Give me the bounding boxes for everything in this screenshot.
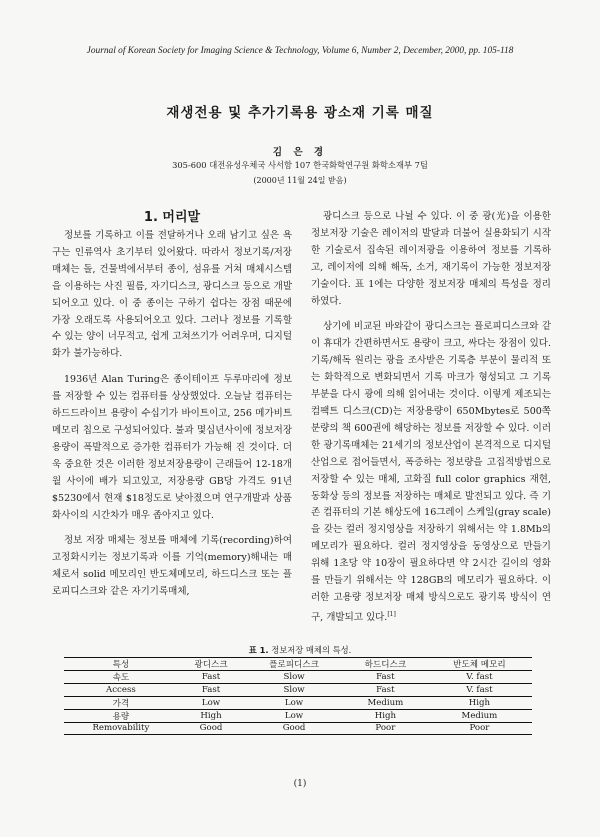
- table-cell: Low: [284, 697, 304, 708]
- table-header-cell: 광디스크: [194, 660, 228, 670]
- paragraph: 광디스크 등으로 나뉠 수 있다. 이 중 광(光)을 이용한 정보저장 기술은 레이저의 발달과 더불어 실용화되기 시작한 기술로서 집속된 레이저광을 이용하여 정보를 기록하고, 레이저에 의해 해독, 소거, 재기록이 가능한 정보저장 기술이다. 표 1에는 다양한 정보저장 매체의 특성을 정리하였다.: [311, 211, 551, 307]
- author-affiliation: 305-600 대전유성우체국 사서함 107 한국화학연구원 화학소재부 7팀: [172, 160, 428, 170]
- table-cell: Fast: [201, 672, 221, 682]
- paragraph: [311, 319, 551, 626]
- table-row: [64, 684, 532, 697]
- table-cell: Access: [106, 684, 136, 695]
- table-cell: Low: [284, 710, 304, 721]
- table-cell: 용량: [112, 711, 130, 722]
- paragraph: 1936년 Alan Turing은 종이테이프 두루마리에 정보를 저장할 수 있는 컴퓨터를 상상했었다. 오늘날 컴퓨터는 하드드라이브 용량이 수십기가 바이트이고, 256 메가비트 메모리 칩으로 구성되어있다. 불과 몇십년사이에 정보저장용량이 폭발적으로 증가한 컴퓨터가 가능해 진 것이다. 더욱 중요한 것은 이러한 정보저장용량이 근래들어 12-18개월 사이에 배가 되고있고, 저장용량 GB당 가격도 91년 $5230에서 현재 $18정도로 낮아졌으며 연구개발과 상품화사이의 시간차가 매우 좁아지고 있다.: [52, 374, 292, 521]
- table-row: [64, 671, 532, 684]
- table-cell: V. fast: [466, 672, 493, 682]
- table-row: [64, 709, 532, 722]
- table-caption-text: 정보저장 매체의 특성.: [271, 645, 352, 655]
- table-cell: 속도: [112, 673, 130, 683]
- table-header-cell: 반도체 메모리: [453, 660, 506, 670]
- table-cell: High: [374, 710, 396, 721]
- table-cell: High: [468, 697, 491, 708]
- paragraph: 정보 저장 매체는 정보를 매체에 기록(recording)하여 고정화시키는 정보기록과 이를 기억(memory)해내는 매체로서 solid 메모리인 반도체메모리, 하드디스크 또는 플로피디스크와 같은 자기기록매체,: [52, 535, 292, 598]
- table-cell: Good: [282, 723, 306, 734]
- table-header-row: [64, 658, 532, 671]
- table-cell: High: [200, 710, 222, 721]
- table-caption-label: 표 1.: [248, 645, 269, 655]
- page-number: (1): [293, 779, 307, 789]
- table-cell: Poor: [375, 723, 396, 734]
- table-cell: Poor: [469, 723, 490, 734]
- journal-header: Journal of Korean Society for Imaging Science & Technology, Volume 6, Number 2, December, 2000, pp. 105-118: [86, 46, 514, 56]
- paragraph: 정보를 기록하고 이를 전달하거나 오래 남기고 싶은 욕구는 인류역사 초기부터 있어왔다. 따라서 정보기록/저장 매체는 돌, 건물벽에서부터 종이, 섬유를 거쳐 매체시스템을 이용하는 사진 필름, 자기디스크, 광디스크 등으로 개발되어오고 있다. 이 중 종이는 구하기 쉽다는 장점 때문에 가장 오래도록 사용되어오고 있다. 그러나 정보를 기록할 수 있는 양이 너무적고, 쉽게 고쳐쓰기가 어려우며, 디지털화가 불가능하다.: [52, 230, 292, 360]
- table-row: [64, 696, 532, 709]
- table-header-cell: 플로피디스크: [269, 660, 319, 670]
- received-date: (2000년 11월 24일 받음): [253, 176, 347, 185]
- table-cell: Medium: [367, 697, 404, 708]
- section-heading: 1. 머리말: [143, 210, 201, 225]
- table-header-cell: 하드디스크: [364, 660, 407, 670]
- paragraph-text: 상기에 비교된 바와같이 광디스크는 플로피디스크와 같이 휴대가 간편하면서도 용량이 크고, 싸다는 장점이 있다. 기록/해독 원리는 광을 조사받은 기록층 부분이 물리적 또는 화학적으로 변화되면서 기록 마크가 형성되고 그 기록부분을 다시 광에 의해 읽어내는 것이다. 이렇게 제조되는 컴팩트 디스크(CD)는 저장용량이 650Mbytes로 500쪽 분량의 책 600권에 해당하는 정보를 저장할 수 있다. 이러한 광기록매체는 21세기의 정보산업이 본격적으로 디지털산업으로 접어들면서, 폭증하는 정보량을 고집적방법으로 저장할 수 있는 매체, 고화질 full color graphics 재현, 동화상 등의 정보를 저장하는 매체로 발전되고 있다. 즉 기존 컴퓨터의 기본 해상도에 16그레이 스케일(gray scale)을 갖는 컬러 정지영상을 저장하기 위해서는 약 1.8Mb의 메모리가 필요하다. 컬러 정지영상을 동영상으로 만들기 위해 1초당 약 10장이 필요하다면 약 2시간 길이의 영화를 만들기 위해서는 약 128GB의 메모리가 필요하다. 이러한 고용량 정보저장 매체 방식으로도 광기록 방식이 연구, 개발되고 있다.: [311, 321, 551, 623]
- table-header-cell: 특성: [112, 660, 130, 670]
- table-cell: Fast: [376, 672, 395, 682]
- table-cell: Good: [199, 723, 223, 734]
- table-cell: Removability: [92, 723, 150, 734]
- table-cell: Slow: [283, 684, 305, 695]
- table-cell: Low: [201, 697, 221, 708]
- right-column: [311, 209, 551, 627]
- author-name: 김 은 경: [272, 147, 328, 158]
- table-cell: Medium: [461, 710, 498, 721]
- paper-title: 재생전용 및 추가기록용 광소재 기록 매질: [166, 105, 434, 121]
- table-cell: Slow: [283, 672, 305, 682]
- table-cell: 가격: [112, 698, 130, 709]
- table-row: [64, 722, 532, 735]
- table-cell: Fast: [376, 684, 395, 695]
- table-caption: [0, 644, 600, 656]
- table-cell: Fast: [201, 684, 221, 695]
- footnote-reference: [1]: [387, 610, 396, 618]
- left-column: [52, 228, 292, 601]
- storage-media-table: [64, 657, 532, 735]
- table-cell: V. fast: [466, 684, 493, 695]
